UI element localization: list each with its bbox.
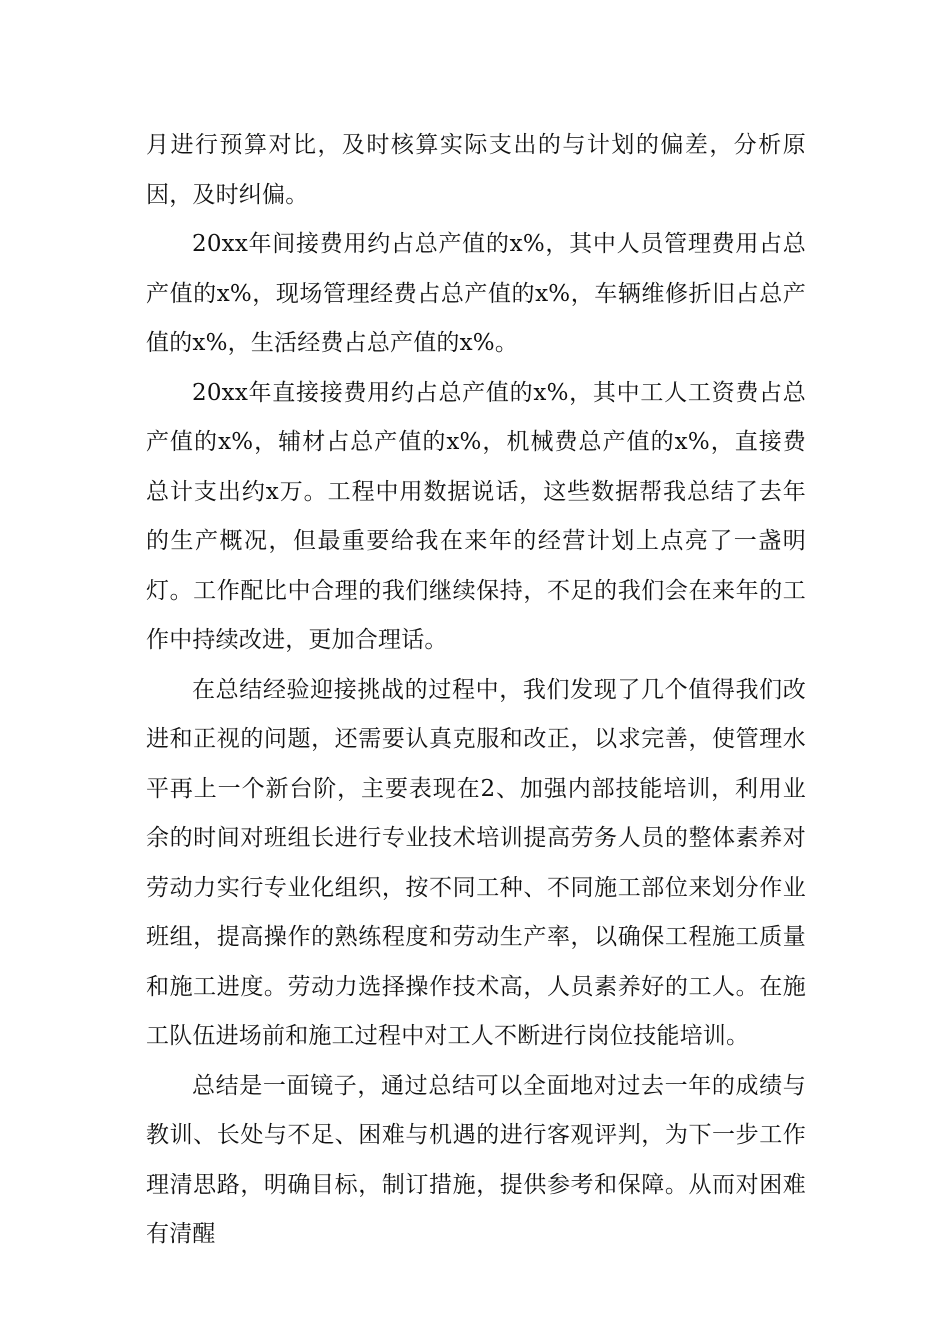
paragraph-5: 总结是一面镜子，通过总结可以全面地对过去一年的成绩与教训、长处与不足、困难与机遇的进行客观评判，为下一步工作理清思路，明确目标，制订措施，提供参考和保障。从而对困难有清醒 [146,1072,806,1247]
paragraph-4: 在总结经验迎接挑战的过程中，我们发现了几个值得我们改进和正视的问题，还需要认真克服和改正，以求完善，使管理水平再上一个新台阶，主要表现在2、加强内部技能培训，利用业余的时间对班组长进行专业技术培训提高劳务人员的整体素养对劳动力实行专业化组织，按不同工种、不同施工部位来划分作业班组，提高操作的熟练程度和劳动生产率，以确保工程施工质量和施工进度。劳动力选择操作技术高，人员素养好的工人。在施工队伍进场前和施工过程中对工人不断进行岗位技能培训。 [146,676,806,1049]
paragraph-1: 月进行预算对比，及时核算实际支出的与计划的偏差，分析原因，及时纠偏。 [146,132,806,208]
paragraph-2: 20xx年间接费用约占总产值的x%，其中人员管理费用占总产值的x%，现场管理经费占总产值的x%，车辆维修折旧占总产值的x%，生活经费占总产值的x%。 [146,231,806,356]
paragraph-3: 20xx年直接接费用约占总产值的x%，其中工人工资费占总产值的x%，辅材占总产值的x%，机械费总产值的x%，直接费总计支出约x万。工程中用数据说话，这些数据帮我总结了去年的生产概况，但最重要给我在来年的经营计划上点亮了一盏明灯。工作配比中合理的我们继续保持，不足的我们会在来年的工作中持续改进，更加合理话。 [146,379,806,653]
document-page [146,121,806,1260]
